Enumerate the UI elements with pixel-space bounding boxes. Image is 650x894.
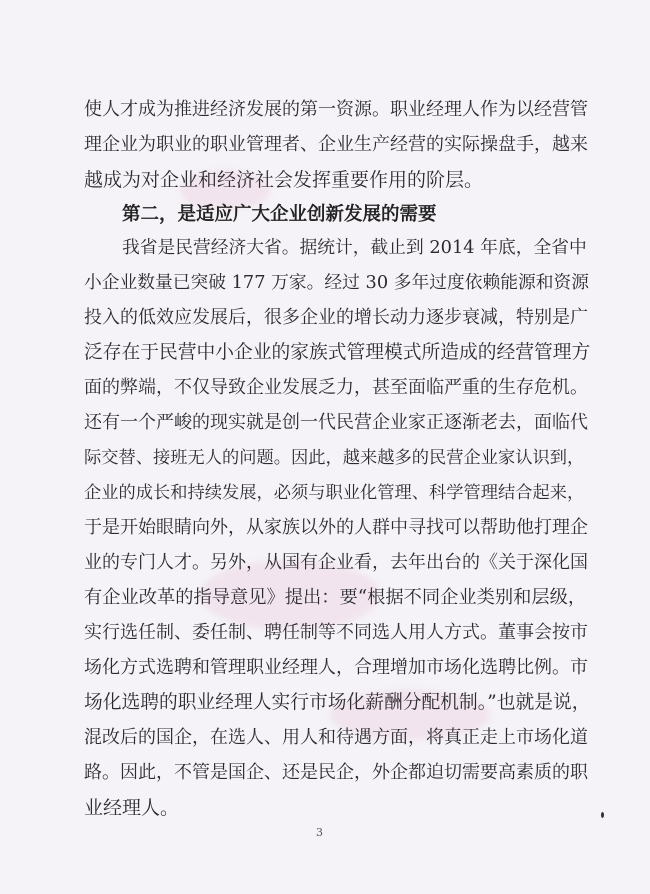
text-line-14: 业的专门人才。另外，从国有企业看，去年出台的《关于深化国 [84, 552, 588, 573]
section-heading: 第二，是适应广大企业创新发展的需要 [122, 204, 437, 225]
text-line-3: 越成为对企业和经济社会发挥重要作用的阶层。 [84, 169, 484, 191]
text-line-17: 场化方式选聘和管理职业经理人，合理增加市场化选聘比例。市 [84, 657, 588, 678]
text-line-9: 面的弊端，不仅导致企业发展乏力，甚至面临严重的生存危机。 [84, 377, 588, 398]
text-line-16: 实行选任制、委任制、聘任制等不同选人用人方式。董事会按市 [84, 622, 588, 643]
text-line-13: 于是开始眼睛向外，从家族以外的人群中寻找可以帮助他打理企 [84, 517, 588, 538]
page-number: 3 [316, 826, 323, 839]
text-line-12: 企业的成长和持续发展，必须与职业化管理、科学管理结合起来， [84, 483, 585, 503]
text-line-18: 场化选聘的职业经理人实行市场化薪酬分配机制。”也就是说， [84, 692, 591, 713]
text-line-2: 理企业为职业的职业管理者、企业生产经营的实际操盘手，越来 [84, 134, 588, 155]
text-line-1: 使人才成为推进经济发展的第一资源。职业经理人作为以经营管 [84, 99, 588, 120]
text-line-11: 际交替、接班无人的问题。因此，越来越多的民营企业家认识到， [84, 448, 585, 468]
text-line-20: 路。因此，不管是国企、还是民企，外企都迫切需要高素质的职 [84, 762, 588, 783]
text-line-21: 业经理人。 [84, 797, 180, 819]
text-line-15: 有企业改革的指导意见》提出：要“根据不同企业类别和层级， [84, 587, 587, 608]
text-line-6: 小企业数量已突破 177 万家。经过 30 多年过度依赖能源和资源 [84, 273, 590, 293]
text-line-7: 投入的低效应发展后，很多企业的增长动力逐步衰减，特别是广 [84, 307, 588, 328]
scan-speck [601, 812, 604, 818]
text-line-8: 泛存在于民营中小企业的家族式管理模式所造成的经营管理方 [84, 342, 591, 363]
text-line-10: 还有一个严峻的现实就是创一代民营企业家正逐渐老去，面临代 [84, 412, 588, 433]
text-line-19: 混改后的国企，在选人、用人和待遇方面，将真正走上市场化道 [84, 727, 588, 748]
text-line-5: 我省是民营经济大省。据统计，截止到 2014 年底，全省中 [122, 238, 587, 258]
